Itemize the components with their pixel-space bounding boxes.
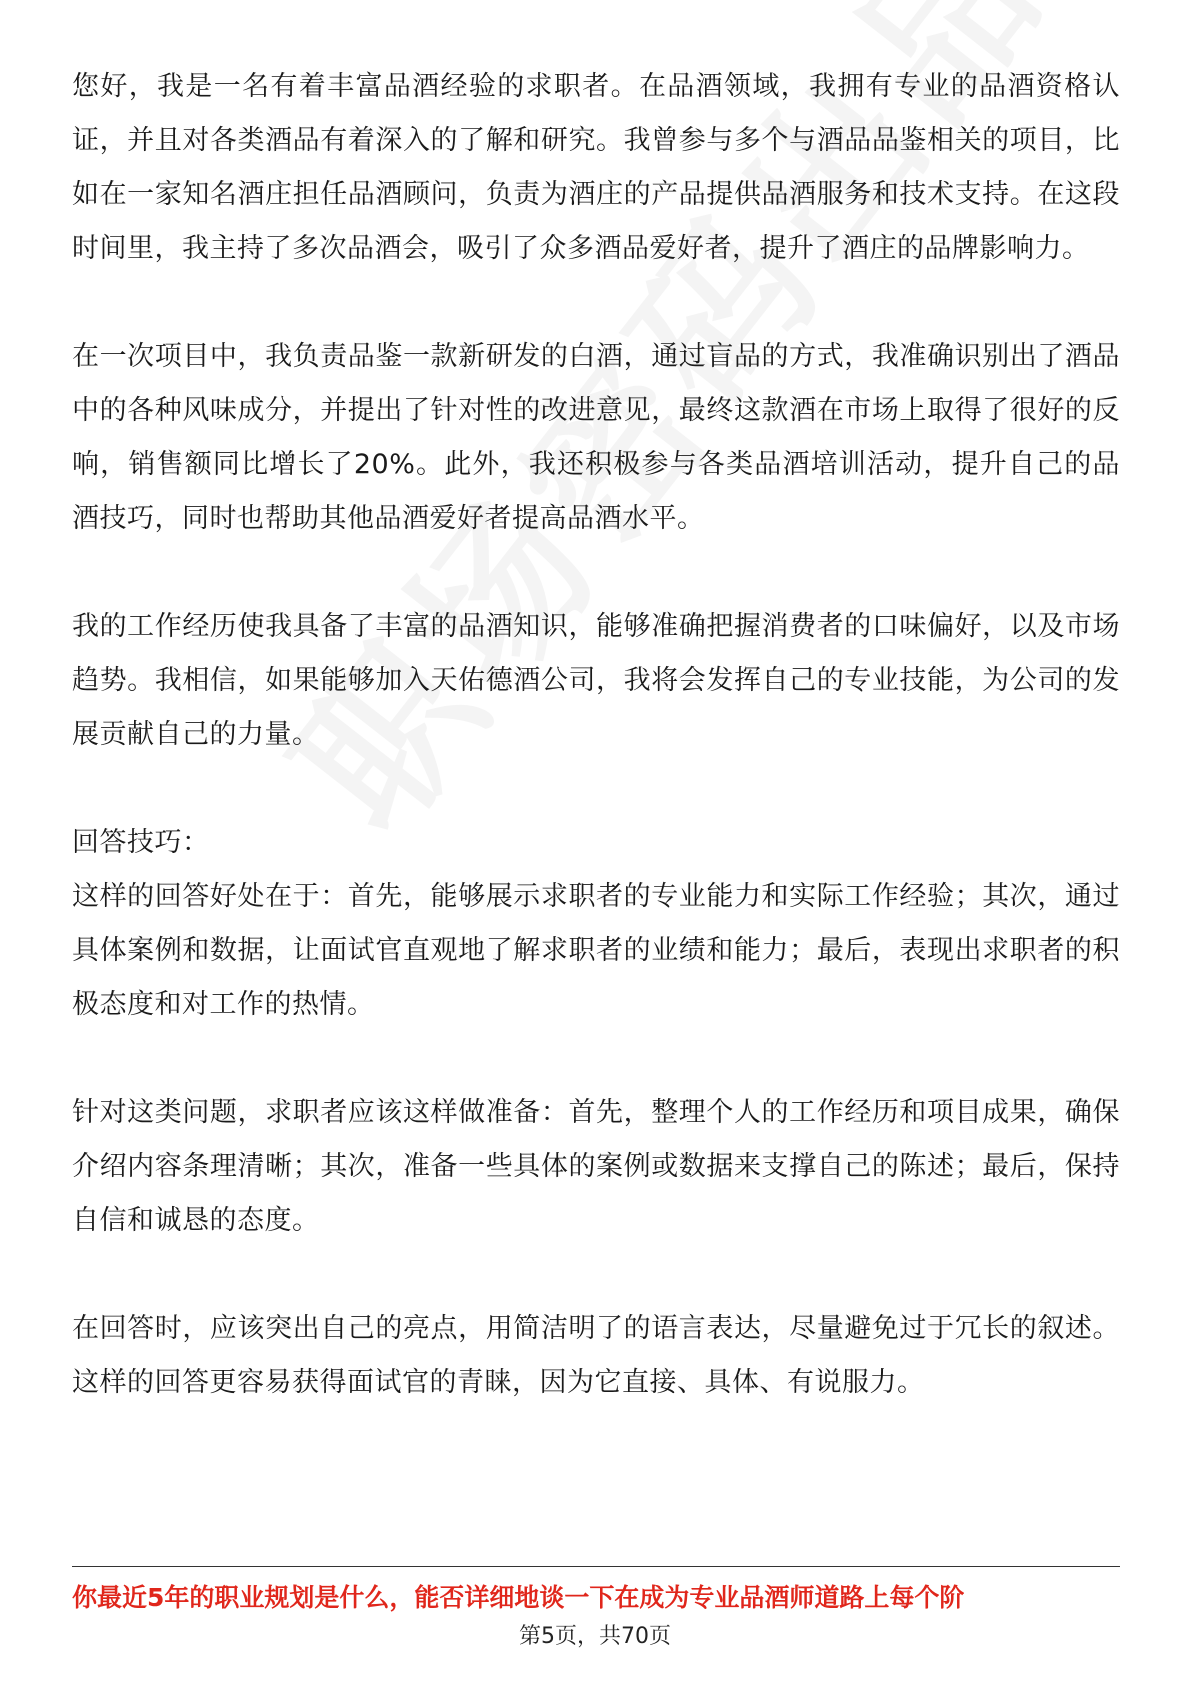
main-content [72,60,1120,1410]
page-number: 第5页，共70页 [519,1624,671,1649]
paragraph-spacer [72,1248,1120,1302]
tips-heading: 回答技巧： [72,827,210,858]
section-divider [72,1566,1120,1567]
answer-paragraph-3: 我的工作经历使我具备了丰富的品酒知识，能够准确把握消费者的口味偏好，以及市场趋势。我相信，如果能够加入天佑德酒公司，我将会发挥自己的专业技能，为公司的发展贡献自己的力量。 [72,611,1120,750]
paragraph-spacer [72,1032,1120,1086]
paragraph-spacer [72,276,1120,330]
tips-paragraph-3: 在回答时，应该突出自己的亮点，用简洁明了的语言表达，尽量避免过于冗长的叙述。这样的回答更容易获得面试官的青睐，因为它直接、具体、有说服力。 [72,1313,1120,1398]
next-question-heading: 你最近5年的职业规划是什么，能否详细地谈一下在成为专业品酒师道路上每个阶 [72,1583,965,1612]
paragraph-spacer [72,762,1120,816]
answer-paragraph-1: 您好，我是一名有着丰富品酒经验的求职者。在品酒领域，我拥有专业的品酒资格认证，并且对各类酒品有着深入的了解和研究。我曾参与多个与酒品品鉴相关的项目，比如在一家知名酒庄担任品酒顾问，负责为酒庄的产品提供品酒服务和技术支持。在这段时间里，我主持了多次品酒会，吸引了众多酒品爱好者，提升了酒庄的品牌影响力。 [72,71,1120,264]
tips-paragraph-1: 这样的回答好处在于：首先，能够展示求职者的专业能力和实际工作经验；其次，通过具体案例和数据，让面试官直观地了解求职者的业绩和能力；最后，表现出求职者的积极态度和对工作的热情。 [72,881,1120,1020]
paragraph-spacer [72,546,1120,600]
tips-paragraph-2: 针对这类问题，求职者应该这样做准备：首先，整理个人的工作经历和项目成果，确保介绍内容条理清晰；其次，准备一些具体的案例或数据来支撑自己的陈述；最后，保持自信和诚恳的态度。 [72,1097,1120,1236]
answer-paragraph-2: 在一次项目中，我负责品鉴一款新研发的白酒，通过盲品的方式，我准确识别出了酒品中的各种风味成分，并提出了针对性的改进意见，最终这款酒在市场上取得了很好的反响，销售额同比增长了20%。此外，我还积极参与各类品酒培训活动，提升自己的品酒技巧，同时也帮助其他品酒爱好者提高品酒水平。 [72,341,1120,534]
